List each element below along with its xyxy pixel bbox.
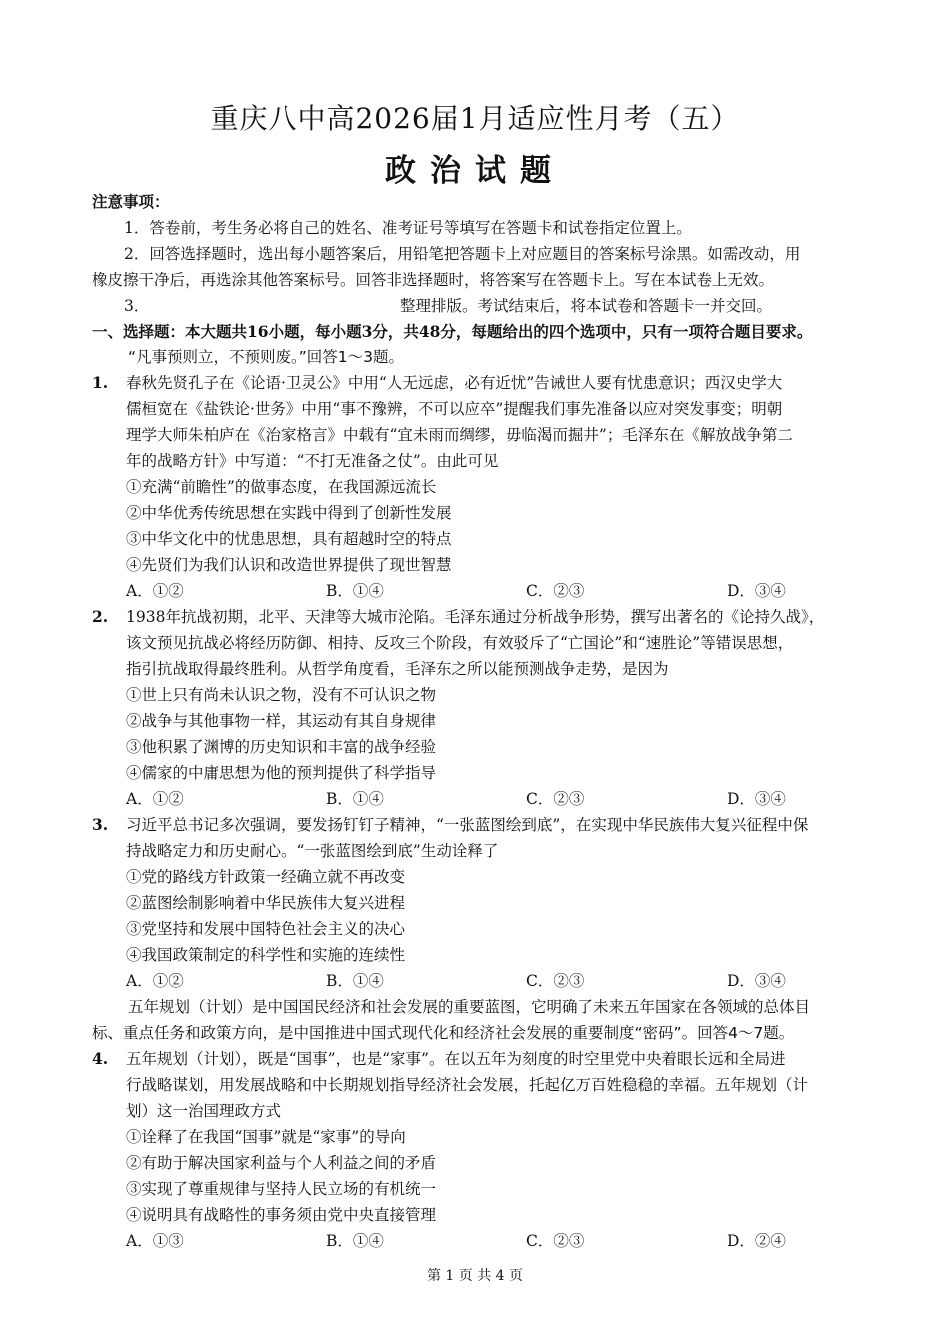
question-number-2: 2. xyxy=(92,607,109,626)
q1-stem-line-3: 理学大师朱柏庐在《治家格言》中载有“宜未雨而绸缪，毋临渴而掘井”；毛泽东在《解放战争第二 xyxy=(126,426,793,444)
q3-stem-line-2: 持战略定力和历史耐心。“一张蓝图绘到底”生动诠释了 xyxy=(126,842,499,860)
q2-stem-line-2: 该文预见抗战必将经历防御、相持、反攻三个阶段，有效驳斥了“亡国论”和“速胜论”等错误思想， xyxy=(126,634,794,652)
q4-statement-2: ②有助于解决国家利益与个人利益之间的矛盾 xyxy=(126,1154,437,1172)
q1-option-c[interactable]: C．②③ xyxy=(526,582,585,600)
q3-option-b[interactable]: B．①④ xyxy=(326,972,384,990)
q2-option-d[interactable]: D．③④ xyxy=(727,790,786,808)
q3-option-d[interactable]: D．③④ xyxy=(727,972,786,990)
q2-stem-line-3: 指引抗战取得最终胜利。从哲学角度看，毛泽东之所以能预测战争走势，是因为 xyxy=(126,660,669,678)
q4-stem-line-3: 划）这一治国理政方式 xyxy=(126,1102,282,1120)
q3-statement-1: ①党的路线方针政策一经确立就不再改变 xyxy=(126,868,406,886)
exam-title: 重庆八中高2026届1月适应性月考（五） xyxy=(210,102,740,135)
q2-stem-line-1: 1938年抗战初期，北平、天津等大城市沦陷。毛泽东通过分析战争形势，撰写出著名的《论持久战》， xyxy=(126,608,825,626)
subject-title: 政治试题 xyxy=(385,153,565,189)
q4-stem-line-1: 五年规划（计划），既是“国事”，也是“家事”。在以五年为刻度的时空里党中央着眼长远和全局进 xyxy=(126,1050,786,1068)
q2-statement-4: ④儒家的中庸思想为他的预判提供了科学指导 xyxy=(126,764,437,782)
q3-statement-3: ③党坚持和发展中国特色社会主义的决心 xyxy=(126,920,406,938)
q1-option-d[interactable]: D．③④ xyxy=(727,582,786,600)
q4-option-d[interactable]: D．②④ xyxy=(727,1232,786,1250)
q4-option-a[interactable]: A．①③ xyxy=(126,1232,184,1250)
q1-statement-4: ④先贤们为我们认识和改造世界提供了现世智慧 xyxy=(126,556,452,574)
q1-stem-line-2: 儒桓宽在《盐铁论·世务》中用“事不豫辨，不可以应卒”提醒我们事先准备以应对突发事变；明朝 xyxy=(126,400,783,418)
q2-statement-1: ①世上只有尚未认识之物，没有不可认识之物 xyxy=(126,686,437,704)
note-3-text: 整理排版。考试结束后，将本试卷和答题卡一并交回。 xyxy=(400,297,773,315)
material-intro-2-line-2: 标、重点任务和政策方向，是中国推进中国式现代化和经济社会发展的重要制度“密码”。回答4～7题。 xyxy=(92,1024,795,1042)
q2-option-a[interactable]: A．①② xyxy=(126,790,184,808)
q3-option-a[interactable]: A．①② xyxy=(126,972,184,990)
note-2-line-2: 橡皮擦干净后，再选涂其他答案标号。回答非选择题时，将答案写在答题卡上。写在本试卷上无效。 xyxy=(92,271,775,289)
q4-option-b[interactable]: B．①④ xyxy=(326,1232,384,1250)
q4-statement-3: ③实现了尊重规律与坚持人民立场的有机统一 xyxy=(126,1180,437,1198)
note-3-prefix: 3． xyxy=(124,297,150,315)
question-number-4: 4. xyxy=(92,1049,109,1068)
q2-option-c[interactable]: C．②③ xyxy=(526,790,585,808)
q1-option-b[interactable]: B．①④ xyxy=(326,582,384,600)
q4-statement-4: ④说明具有战略性的事务须由党中央直接管理 xyxy=(126,1206,437,1224)
q4-stem-line-2: 行战略谋划，用发展战略和中长期规划指导经济社会发展，托起亿万百姓稳稳的幸福。五年规划（计 xyxy=(126,1076,809,1094)
q3-statement-4: ④我国政策制定的科学性和实施的连续性 xyxy=(126,946,406,964)
notes-heading: 注意事项： xyxy=(92,192,170,211)
q1-stem-line-4: 年的战略方针》中写道：“不打无准备之仗”。由此可见 xyxy=(126,452,499,470)
q1-statement-2: ②中华优秀传统思想在实践中得到了创新性发展 xyxy=(126,504,452,522)
q1-option-a[interactable]: A．①② xyxy=(126,582,184,600)
question-number-1: 1. xyxy=(92,373,109,392)
section-heading: 一、选择题：本大题共16小题，每小题3分，共48分，每题给出的四个选项中，只有一项符合题目要求。 xyxy=(92,322,813,341)
q1-stem-line-1: 春秋先贤孔子在《论语·卫灵公》中用“人无远虑，必有近忧”告诫世人要有忧患意识；西汉史学大 xyxy=(126,374,783,392)
note-2-line-1: 2．回答选择题时，选出每小题答案后，用铅笔把答题卡上对应题目的答案标号涂黑。如需改动，用 xyxy=(124,245,801,263)
q1-statement-1: ①充满“前瞻性”的做事态度，在我国源远流长 xyxy=(126,478,437,496)
q2-statement-2: ②战争与其他事物一样，其运动有其自身规律 xyxy=(126,712,437,730)
q4-statement-1: ①诠释了在我国“国事”就是“家事”的导向 xyxy=(126,1128,406,1146)
q2-statement-3: ③他积累了渊博的历史知识和丰富的战争经验 xyxy=(126,738,437,756)
q3-option-c[interactable]: C．②③ xyxy=(526,972,585,990)
q3-stem-line-1: 习近平总书记多次强调，要发扬钉钉子精神，“一张蓝图绘到底”，在实现中华民族伟大复兴征程中保 xyxy=(126,816,809,834)
q4-option-c[interactable]: C．②③ xyxy=(526,1232,585,1250)
note-1: 1．答卷前，考生务必将自己的姓名、准考证号等填写在答题卡和试卷指定位置上。 xyxy=(124,219,692,237)
material-intro-1: “凡事预则立，不预则废。”回答1～3题。 xyxy=(128,348,405,366)
q3-statement-2: ②蓝图绘制影响着中华民族伟大复兴进程 xyxy=(126,894,406,912)
material-intro-2-line-1: 五年规划（计划）是中国国民经济和社会发展的重要蓝图，它明确了未来五年国家在各领域的总体目 xyxy=(128,998,811,1016)
page-footer: 第 1 页 共 4 页 xyxy=(426,1268,524,1284)
q2-option-b[interactable]: B．①④ xyxy=(326,790,384,808)
question-number-3: 3. xyxy=(92,815,109,834)
q1-statement-3: ③中华文化中的忧患思想，具有超越时空的特点 xyxy=(126,530,452,548)
